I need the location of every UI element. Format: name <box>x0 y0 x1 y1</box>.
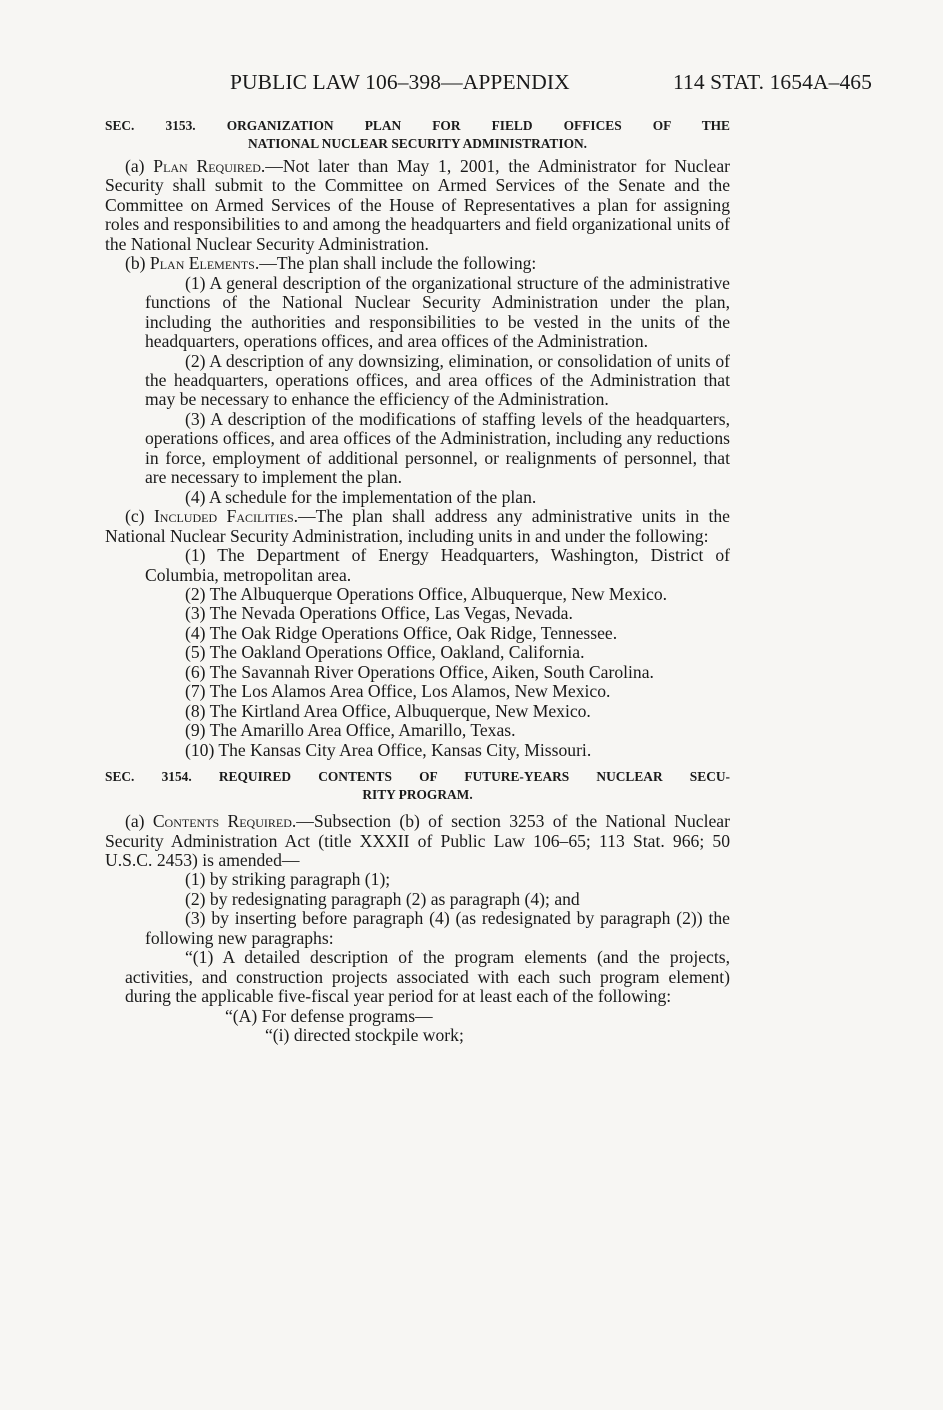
document-body <box>105 117 730 1045</box>
header-law-title: PUBLIC LAW 106–398—APPENDIX <box>230 70 570 94</box>
facility-3: (3) The Nevada Operations Office, Las Vegas, Nevada. <box>185 603 573 624</box>
section-3153-heading <box>105 117 730 153</box>
section-3154-heading-line1: SEC. 3154. REQUIRED CONTENTS OF FUTURE-YEARS NUCLEAR SECU- <box>105 769 730 785</box>
subsection-a-contents-required <box>105 812 730 870</box>
facility-1: (1) The Department of Energy Headquarters, Washington, District of Columbia, metropolitan area. <box>145 545 730 585</box>
subsection-a-plan-required <box>105 157 730 254</box>
section-3153-heading-line2: NATIONAL NUCLEAR SECURITY ADMINISTRATION. <box>247 136 588 151</box>
section-3154-heading <box>105 768 730 804</box>
facility-4: (4) The Oak Ridge Operations Office, Oak Ridge, Tennessee. <box>185 622 618 643</box>
subsection-caption: Plan Elements <box>149 253 255 274</box>
section-3154-heading-line2: RITY PROGRAM. <box>362 787 473 803</box>
subsection-label: (a) <box>125 811 153 832</box>
subsection-text: .—The plan shall include the following: <box>254 253 537 274</box>
facility-2: (2) The Albuquerque Operations Office, Albuquerque, New Mexico. <box>185 583 668 604</box>
quoted-subparagraph-A: “(A) For defense programs— <box>225 1005 433 1026</box>
section-3153-heading-line1: SEC. 3153. ORGANIZATION PLAN FOR FIELD OFFICES OF THE <box>105 118 730 133</box>
subsection-c-included-facilities <box>105 507 730 546</box>
subsection-label: (c) <box>125 506 154 527</box>
subsection-text: .—Not later than May 1, 2001, the Administrator for Nuclear Security shall submit to the Committee on Armed Services of the Senate and the Committee on Armed Services of the House of Representatives a plan for assigning roles and responsibilities to and among the headquarters and field organizational units of the National Nuclear Security Administration. <box>105 156 730 254</box>
subsection-caption: Included Facilities <box>153 506 294 527</box>
plan-element-2: (2) A description of any downsizing, elimination, or consolidation of units of the headquarters, operations offices, and area offices of the Administration that may be necessary to enhance the efficiency of the Administration. <box>145 350 730 410</box>
facility-7: (7) The Los Alamos Area Office, Los Alamos, New Mexico. <box>185 681 611 702</box>
facility-8: (8) The Kirtland Area Office, Albuquerque, New Mexico. <box>185 700 591 721</box>
subsection-label: (b) <box>125 253 150 274</box>
subsection-label: (a) <box>125 156 154 176</box>
quoted-clause-i: “(i) directed stockpile work; <box>265 1025 464 1046</box>
header-stat-page: 114 STAT. 1654A–465 <box>672 70 872 94</box>
subsection-text: .—The plan shall address any administrative units in the National Nuclear Security Administration, including units in and under the following: <box>105 506 730 546</box>
subsection-b-plan-elements <box>105 254 730 273</box>
plan-element-1: (1) A general description of the organizational structure of the administrative functions of the National Nuclear Security Administration under the plan, including the authorities and responsibilities to be vested in the units of the headquarters, operations offices, and area offices of the Administration. <box>145 272 730 352</box>
quoted-paragraph-1: “(1) A detailed description of the program elements (and the projects, activities, and construction projects associated with each such program element) during the applicable five-fiscal year period for at least each of the following: <box>125 947 730 1007</box>
amendment-2: (2) by redesignating paragraph (2) as paragraph (4); and <box>185 888 580 909</box>
facility-6: (6) The Savannah River Operations Office, Aiken, South Carolina. <box>185 661 654 682</box>
subsection-caption: Contents Required <box>152 811 292 832</box>
plan-element-4: (4) A schedule for the implementation of the plan. <box>185 486 537 507</box>
facility-9: (9) The Amarillo Area Office, Amarillo, Texas. <box>185 720 516 741</box>
amendment-1: (1) by striking paragraph (1); <box>185 869 391 890</box>
subsection-caption: Plan Required <box>153 156 261 176</box>
plan-element-3: (3) A description of the modifications of staffing levels of the headquarters, operations offices, and area offices of the Administration, including any reductions in force, employment of additional personnel, or realignments of personnel, that are necessary to implement the plan. <box>145 408 730 488</box>
facility-5: (5) The Oakland Operations Office, Oakland, California. <box>185 642 585 663</box>
subsection-text: .—Subsection (b) of section 3253 of the National Nuclear Security Administration Act (title XXXII of Public Law 106–65; 113 Stat. 966; 50 U.S.C. 2453) is amended— <box>105 811 730 870</box>
facility-10: (10) The Kansas City Area Office, Kansas City, Missouri. <box>185 739 592 760</box>
amendment-3: (3) by inserting before paragraph (4) (as redesignated by paragraph (2)) the following new paragraphs: <box>145 908 730 948</box>
